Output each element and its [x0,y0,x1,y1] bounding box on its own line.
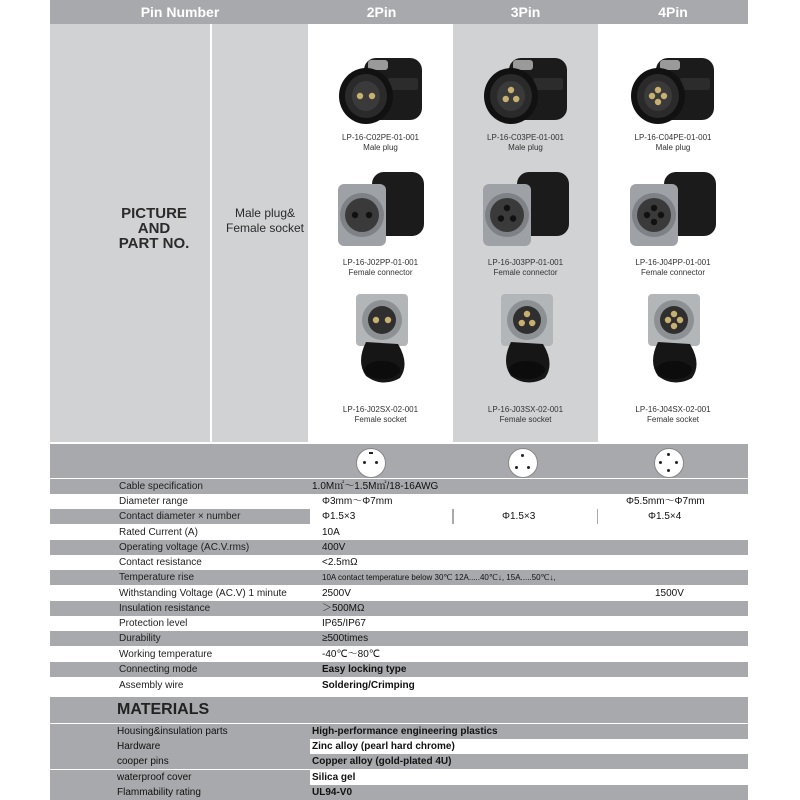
material-value: Copper alloy (gold-plated 4U) [312,756,452,767]
part-number: LP-16-J03SX-02-001 [487,405,564,414]
spec-value: 2500V [322,588,351,599]
spec-value: 1500V [655,588,684,599]
spec-label: Withstanding Voltage (AC.V) 1 minute [119,588,287,599]
part-number: LP-16-J02SX-02-001 [342,405,419,414]
part-number: LP-16-C04PE-01-001 [634,133,712,142]
part-type: Female socket [499,415,552,424]
spec-value: Φ1.5×3 [322,511,356,522]
spec-value: Φ1.5×4 [648,511,682,522]
material-value: Silica gel [312,772,356,783]
spec-label: Diameter range [119,496,188,507]
part-type: Female socket [354,415,407,424]
spec-label: Protection level [119,618,188,629]
spec-value: ≥500times [322,633,369,644]
material-value: High-performance engineering plastics [312,726,498,737]
spec-value: Easy locking type [322,664,407,675]
pin-diagram-row [50,444,748,478]
part-number: LP-16-J04SX-02-001 [635,405,711,414]
part-type: Male plug [508,143,543,152]
connector-image [336,168,426,252]
spec-value: IP65/IP67 [322,618,366,629]
spec-value: -40℃～80℃ [322,649,381,660]
header-pin-number: Pin Number [140,4,220,20]
picture-title-line2: AND [137,220,171,237]
header-2pin: 2Pin [366,4,397,20]
plug-image [336,50,426,134]
spec-value: Φ1.5×3 [502,511,536,522]
spec-label: Contact diameter × number [119,511,241,522]
part-type: Female connector [493,268,558,277]
plug-image [481,50,571,134]
materials-header [50,697,748,723]
spec-value: 1.0M㎡～1.5M㎡/18-16AWG [312,481,439,492]
part-number: LP-16-J04PP-01-001 [635,258,711,267]
spec-row-diameter [50,494,748,509]
product-caption [453,133,598,153]
spec-label: Rated Current (A) [119,527,198,538]
material-label: Housing&insulation parts [117,726,228,737]
spec-value: <2.5mΩ [322,557,358,568]
product-caption [453,405,598,425]
connector-image [481,168,571,252]
socket-image [481,292,571,390]
product-caption [598,258,748,278]
plug-image [628,50,718,134]
material-row [50,770,748,785]
part-type: Female connector [640,268,706,277]
header-3pin: 3Pin [510,4,541,20]
spec-row-insulation [50,601,748,616]
spec-label: Operating voltage (AC.V.rms) [119,542,250,553]
picture-title-line1: PICTURE [121,205,187,222]
material-label: Flammability rating [117,787,201,798]
material-value: UL94-V0 [312,787,353,798]
pin-diagram-2pin-icon [356,448,386,478]
socket-image [336,292,426,390]
spec-value: Φ5.5mm～Φ7mm [626,496,705,507]
spec-value: ＞500MΩ [322,603,365,614]
spec-label: Assembly wire [119,680,184,691]
part-type: Female connector [348,268,413,277]
spec-row-connect [50,662,748,677]
picture-title-cell [50,24,210,442]
picture-desc-line2: Female socket [225,221,305,235]
part-number: LP-16-C03PE-01-001 [487,133,564,142]
spec-value: Φ3mm～Φ7mm [322,496,393,507]
part-type: Male plug [655,143,691,152]
picture-desc-line1: Male plug& [234,206,296,220]
spec-label: Contact resistance [119,557,202,568]
picture-title-line3: PART NO. [118,235,190,252]
spec-row-resistance [50,555,748,570]
spec-value: 10A contact temperature below 30℃ 12A.....40℃↓, 15A.....50℃↓, [322,573,556,582]
pin-diagram-4pin-icon [654,448,684,478]
spec-row-protection [50,616,748,631]
part-type: Female socket [646,415,700,424]
connector-image [628,168,718,252]
spec-row-durability [50,631,748,646]
spec-row-voltage [50,540,748,555]
material-row [50,785,748,800]
material-row [50,754,748,769]
spec-row-cable [50,479,748,494]
spec-sheet [50,0,748,800]
spec-label: Temperature rise [119,572,195,583]
spec-value: 400V [322,542,346,553]
material-label: cooper pins [117,756,169,767]
spec-label: Connecting mode [119,664,198,675]
part-number: LP-16-J03PP-01-001 [487,258,564,267]
spec-label: Working temperature [119,649,213,660]
product-caption [308,405,453,425]
spec-label: Cable specification [119,481,203,492]
header-4pin: 4Pin [658,4,688,20]
spec-value: 10A [322,527,340,538]
material-row [50,739,748,754]
spec-label: Insulation resistance [119,603,211,614]
material-value: Zinc alloy (pearl hard chrome) [312,741,455,752]
spec-value: Soldering/Crimping [322,680,415,691]
spec-label: Durability [119,633,161,644]
material-label: waterproof cover [117,772,192,783]
socket-image [628,292,718,390]
product-caption [598,133,748,153]
product-caption [598,405,748,425]
part-number: LP-16-C02PE-01-001 [342,133,419,142]
product-caption [453,258,598,278]
materials-title: MATERIALS [117,701,210,718]
table-header [50,0,748,24]
picture-desc-cell [212,24,308,442]
product-caption [308,258,453,278]
spec-row-worktemp [50,647,748,662]
material-row [50,724,748,739]
part-number: LP-16-J02PP-01-001 [342,258,419,267]
spec-row-withstand [50,586,748,601]
product-caption [308,133,453,153]
material-label: Hardware [117,741,161,752]
spec-row-temprise [50,570,748,585]
spec-row-current [50,525,748,540]
part-type: Male plug [363,143,398,152]
spec-row-contact [50,509,748,524]
pin-diagram-3pin-icon [508,448,538,478]
spec-row-assembly [50,678,748,693]
